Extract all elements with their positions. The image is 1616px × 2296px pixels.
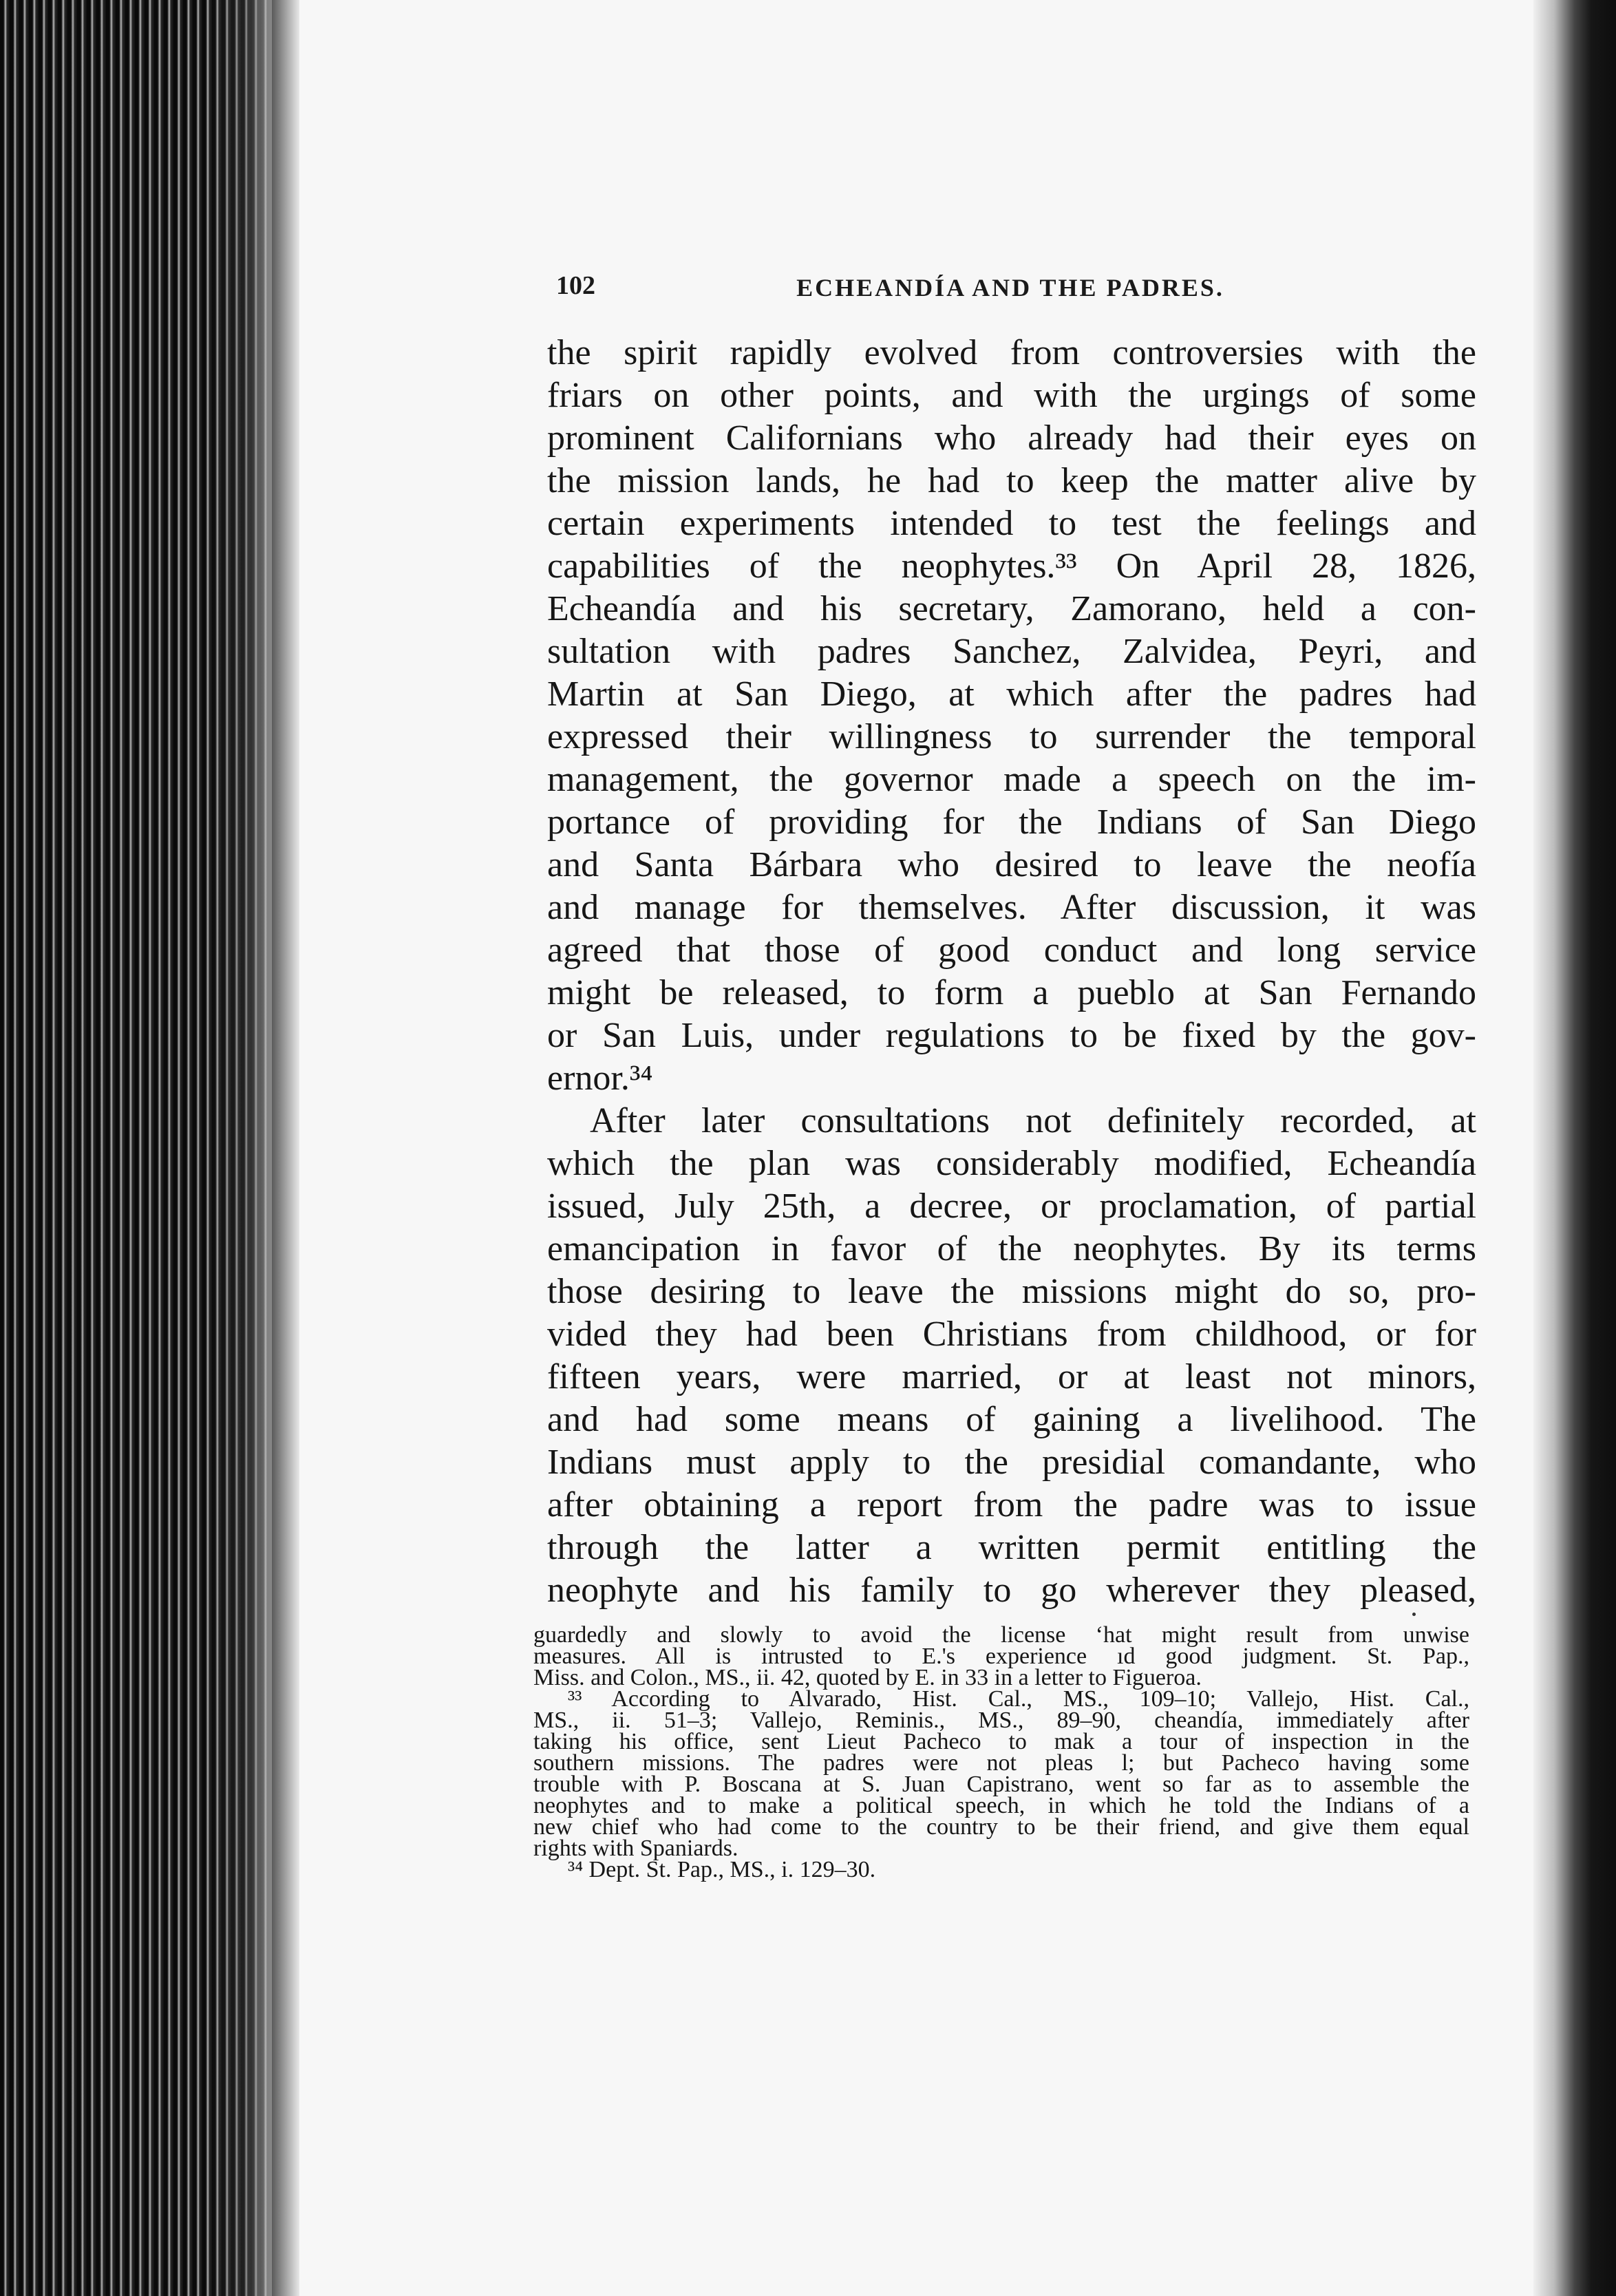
- body-line: might be released, to form a pueblo at San Fernando: [547, 973, 1476, 1012]
- body-line: portance of providing for the Indians of San Diego: [547, 802, 1476, 842]
- footnote-line: measures. All is intrusted to E.'s experience ıd good judgment. St. Pap.,: [533, 1644, 1469, 1669]
- footnote-line: southern missions. The padres were not pleas l; but Pacheco having some: [533, 1750, 1469, 1776]
- body-line: management, the governor made a speech on the im-: [547, 760, 1476, 799]
- footnote-line: MS., ii. 51–3; Vallejo, Reminis., MS., 89–90, cheandía, immediately after: [533, 1708, 1469, 1733]
- body-line: and manage for themselves. After discussion, it was: [547, 888, 1476, 927]
- body-line: capabilities of the neophytes.³³ On April 28, 1826,: [547, 546, 1476, 586]
- body-line: Indians must apply to the presidial comandante, who: [547, 1443, 1476, 1482]
- gutter-shadow: [272, 0, 299, 2296]
- body-line: and had some means of gaining a livelihood. The: [547, 1400, 1476, 1439]
- body-line: prominent Californians who already had their eyes on: [547, 418, 1476, 458]
- body-line: and Santa Bárbara who desired to leave the neofía: [547, 845, 1476, 884]
- body-line: ernor.³⁴: [547, 1059, 653, 1098]
- body-line: after obtaining a report from the padre was to issue: [547, 1485, 1476, 1524]
- body-line: the spirit rapidly evolved from controversies with the: [547, 333, 1476, 372]
- footnotes: [533, 1624, 1469, 1880]
- body-line: issued, July 25th, a decree, or proclamation, of partial: [547, 1187, 1476, 1226]
- body-line: through the latter a written permit entitling the: [547, 1528, 1476, 1567]
- body-line: or San Luis, under regulations to be fixed by the gov-: [547, 1016, 1476, 1055]
- footnote-line: taking his office, sent Lieut Pacheco to mak a tour of inspection in the: [533, 1729, 1469, 1754]
- body-line: expressed their willingness to surrender the temporal: [547, 717, 1476, 756]
- footnote-line: neophytes and to make a political speech, in which he told the Indians of a: [533, 1793, 1469, 1818]
- body-line: emancipation in favor of the neophytes. By its terms: [547, 1229, 1476, 1268]
- print-speck: [1412, 1613, 1416, 1616]
- footnote-line: rights with Spaniards.: [533, 1836, 738, 1861]
- page-header: [556, 270, 1465, 312]
- body-line: Echeandía and his secretary, Zamorano, held a con-: [547, 589, 1476, 628]
- body-line: the mission lands, he had to keep the matter alive by: [547, 461, 1476, 500]
- body-text: [547, 332, 1476, 1612]
- body-line: certain experiments intended to test the feelings and: [547, 504, 1476, 543]
- footnote-line: trouble with P. Boscana at S. Juan Capistrano, went so far as to assemble the: [533, 1772, 1469, 1797]
- body-line: fifteen years, were married, or at least not minors,: [547, 1357, 1476, 1396]
- footnote-line: guardedly and slowly to avoid the license ʻhat might result from unwise: [533, 1622, 1469, 1648]
- body-line: those desiring to leave the missions might do so, pro-: [547, 1272, 1476, 1311]
- body-line: neophyte and his family to go wherever they pleased,: [547, 1571, 1476, 1610]
- footnote-line: Miss. and Colon., MS., ii. 42, quoted by E. in 33 in a letter to Figueroa.: [533, 1665, 1202, 1690]
- body-line: agreed that those of good conduct and long service: [547, 931, 1476, 970]
- footnote-line: ³³ According to Alvarado, Hist. Cal., MS., 109–10; Vallejo, Hist. Cal.,: [568, 1686, 1469, 1712]
- body-line: vided they had been Christians from childhood, or for: [547, 1315, 1476, 1354]
- book-binding-edge: [1533, 0, 1616, 2296]
- page-number: 102: [556, 271, 595, 300]
- body-line: Martin at San Diego, at which after the padres had: [547, 674, 1476, 714]
- body-line: sultation with padres Sanchez, Zalvidea, Peyri, and: [547, 632, 1476, 671]
- footnote-line: new chief who had come to the country to be their friend, and give them equal: [533, 1814, 1469, 1840]
- body-line: which the plan was considerably modified, Echeandía: [547, 1144, 1476, 1183]
- body-line: After later consultations not definitely recorded, at: [590, 1101, 1476, 1140]
- running-head: ECHEANDÍA AND THE PADRES.: [796, 274, 1224, 301]
- footnote-line: ³⁴ Dept. St. Pap., MS., i. 129–30.: [568, 1857, 876, 1882]
- body-line: friars on other points, and with the urgings of some: [547, 376, 1476, 415]
